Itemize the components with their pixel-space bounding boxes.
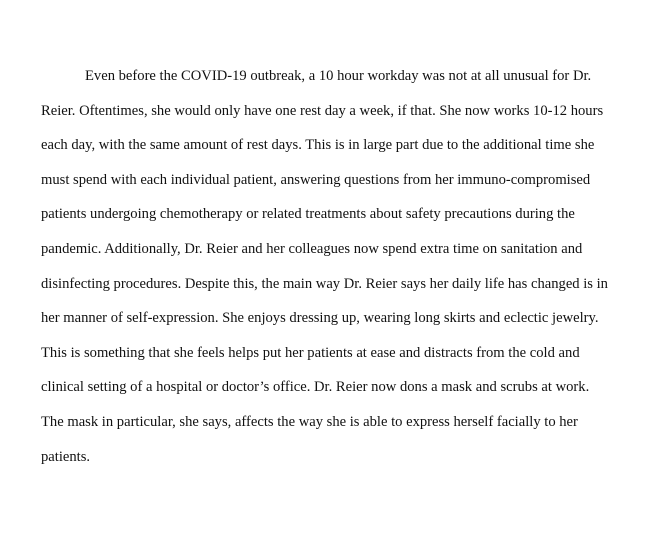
paragraph-line-3: each day, with the same amount of rest days. This is in large part due to the additional time she — [41, 137, 595, 154]
paragraph-line-12: patients. — [41, 448, 91, 465]
paragraph-line-1: Even before the COVID-19 outbreak, a 10 hour workday was not at all unusual for Dr. — [85, 68, 592, 84]
paragraph-line-10: clinical setting of a hospital or doctor’s office. Dr. Reier now dons a mask and scrubs at work. — [41, 379, 590, 396]
paragraph-line-8: her manner of self-expression. She enjoys dressing up, wearing long skirts and eclectic jewelry. — [41, 310, 599, 327]
paragraph-line-4: must spend with each individual patient, answering questions from her immuno-compromised — [41, 171, 591, 188]
paragraph-line-9: This is something that she feels helps put her patients at ease and distracts from the cold and — [41, 344, 580, 361]
paragraph-line-2: Reier. Oftentimes, she would only have one rest day a week, if that. She now works 10-12 hours — [41, 102, 604, 119]
paragraph-line-6: pandemic. Additionally, Dr. Reier and her colleagues now spend extra time on sanitation and — [41, 240, 583, 257]
paragraph-line-11: The mask in particular, she says, affects the way she is able to express herself facially to her — [41, 413, 578, 430]
body-paragraph — [41, 66, 621, 481]
paragraph-line-7: disinfecting procedures. Despite this, the main way Dr. Reier says her daily life has changed is in — [41, 275, 608, 292]
paragraph-line-5: patients undergoing chemotherapy or related treatments about safety precautions during the — [41, 206, 575, 223]
